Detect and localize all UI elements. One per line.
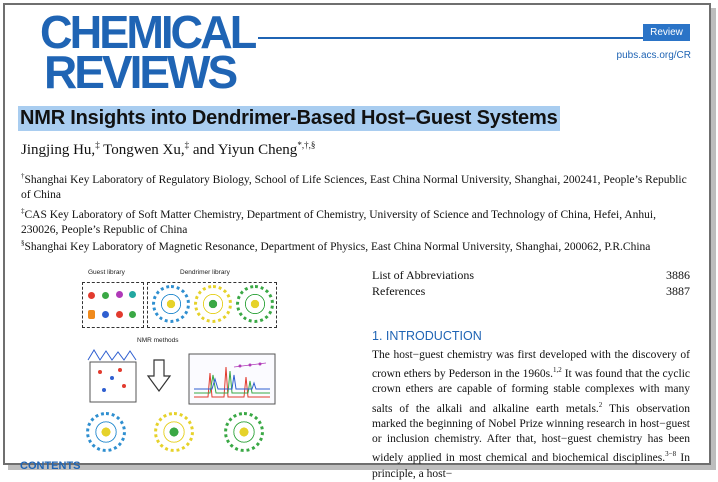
logo-line1: CHEMICAL [40,6,255,58]
host-guest-complex-icon [86,412,126,452]
nmr-spectrum-icon [86,348,142,406]
toc-entry[interactable] [372,268,690,283]
article-type-badge: Review [643,24,690,41]
arrow-down-icon [146,358,172,394]
toc-entry[interactable] [372,284,690,299]
dendrimer-icon [194,285,232,323]
guest-molecule [116,311,123,318]
author-mark: *,†,§ [297,140,316,150]
toc-entry-label: References [372,284,426,298]
paragraph-text: This observation marked the beginning of Nobel Prize winning research in host−guest or inclusion chemistry. After that, host−guest chemistry has been widely applied in most chemical and biochemical disciplines. [372,402,690,465]
host-guest-complex-icon [154,412,194,452]
affiliation-text: Shanghai Key Laboratory of Regulatory Biology, School of Life Sciences, East China Normal University, Shanghai, 200241, People’s Republic of China [21,173,687,201]
author-list [21,140,315,159]
host-guest-complex-icon [224,412,264,452]
affiliation-mark: ‡ [21,207,25,215]
logo-line2: REVIEWS [44,46,236,98]
affiliation [21,236,696,255]
guest-molecule [116,291,123,298]
abstract-graphic [80,265,280,465]
affiliation-mark: § [21,239,25,247]
article-title: NMR Insights into Dendrimer-Based Host–Guest Systems [20,107,558,129]
guest-molecule [88,310,95,319]
affiliation-mark: † [21,172,25,180]
guest-molecule [129,311,136,318]
paragraph-text: The host−guest chemistry was first developed with the discovery of crown ethers by Pederson in the 1960s. [372,349,690,381]
guest-molecule [88,292,95,299]
nmr-methods-label: NMR methods [137,337,179,344]
dendrimer-icon [236,285,274,323]
citation-ref[interactable]: 3−8 [665,450,677,459]
author-name: Tongwen Xu, [103,142,185,158]
paragraph-text: It was found that the cyclic crown ethers are capable of forming stable complexes with many salts of the alkali and alkaline earth metals. [372,368,690,415]
guest-molecule [102,292,109,299]
guest-molecule [129,291,136,298]
citation-ref[interactable]: 2 [598,400,603,409]
dendrimer-icon [152,285,190,323]
guest-library-label: Guest library [88,269,125,276]
toc-entry-label: List of Abbreviations [372,268,474,282]
nmr-titration-plot-icon [188,353,276,405]
affiliation-text: Shanghai Key Laboratory of Magnetic Resonance, Department of Physics, East China Normal University, Shanghai, 200062, P.R.China [24,240,651,253]
citation-ref[interactable]: 1,2 [552,366,562,375]
dendrimer-library-label: Dendrimer library [180,269,230,276]
toc-entry-page: 3887 [666,284,690,298]
toc-entry-page: 3886 [666,268,690,282]
section-heading: 1. INTRODUCTION [372,329,482,343]
header-rule [258,37,690,39]
journal-url[interactable]: pubs.acs.org/CR [616,50,691,61]
author-name: Jingjing Hu, [21,142,96,158]
affiliation-text: CAS Key Laboratory of Soft Matter Chemistry, Department of Chemistry, University of Science and Technology of China, Hefei, Anhui, 230026, People’s Republic of China [21,208,656,236]
guest-molecule [102,311,109,318]
affiliation [21,169,696,203]
guest-library-box [82,282,144,328]
author-mark: ‡ [95,140,100,150]
author-mark: ‡ [184,140,190,150]
author-name: and Yiyun Cheng [192,142,298,158]
affiliation [21,204,696,238]
introduction-paragraph [372,348,690,482]
contents-heading: CONTENTS [20,460,81,472]
paragraph-text: In principle, a host− [372,452,690,480]
journal-logo [40,6,259,98]
